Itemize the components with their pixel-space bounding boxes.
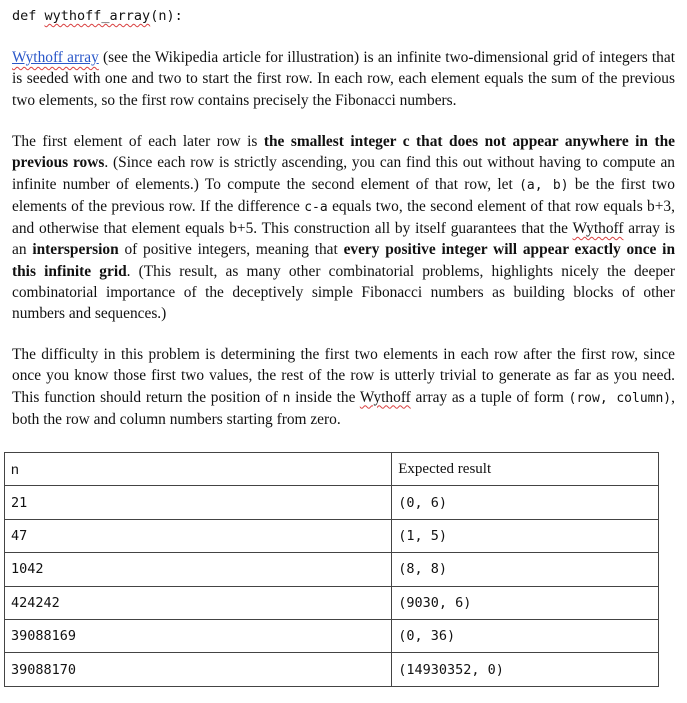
table-row <box>5 653 659 686</box>
construction-code-2: c-a <box>304 199 328 215</box>
wythoff-array-link-label[interactable]: Wythoff array <box>12 49 99 66</box>
construction-text-1: The first element of each later row is <box>12 133 264 150</box>
construction-text-2: . (Since each row is strictly ascending, you can find this out without having to compute an infinite number of elements.) To compute the second element of that row, let <box>12 154 675 193</box>
cell-n: 39088170 <box>5 653 392 686</box>
cell-n: 21 <box>5 486 392 519</box>
cell-result: (14930352, 0) <box>392 653 659 686</box>
cell-n: 1042 <box>5 553 392 586</box>
construction-text-5: array is an <box>12 220 675 259</box>
cell-result: (0, 36) <box>392 619 659 652</box>
cell-n: 424242 <box>5 586 392 619</box>
difficulty-wythoff-word: Wythoff <box>359 388 411 406</box>
construction-text-4: equals two, the second element of that row equals b+3, and otherwise that element equals b+5. This construction all by itself guarantees that the <box>12 197 675 238</box>
table-row <box>5 619 659 652</box>
cell-result: (8, 8) <box>392 553 659 586</box>
table-row <box>5 486 659 519</box>
difficulty-code-2: (row, column) <box>568 390 672 406</box>
construction-text-3: be the first two elements of the previous row. If the difference <box>12 175 675 215</box>
construction-bold-3: every positive integer will appear exactly once in this infinite grid <box>12 241 675 280</box>
def-keyword: def <box>12 8 45 24</box>
construction-bold-1: the smallest integer c that does not appear anywhere in the previous rows <box>12 133 675 172</box>
construction-text-7: . (This result, as many other combinatorial problems, highlights nicely the deeper combinatorial importance of the deceptively simple Fibonacci numbers as building blocks of other numbers and sequences.) <box>12 262 675 323</box>
table-row <box>5 553 659 586</box>
table-row <box>5 586 659 619</box>
difficulty-text-1: The difficulty in this problem is determining the first two elements in each row after the first row, since once you know those first two values, the rest of the row is utterly trivial to generate as far as you need. This function should return the position of <box>12 346 675 406</box>
header-n: n <box>5 453 392 486</box>
cell-n: 39088169 <box>5 619 392 652</box>
difficulty-text-3: array as a tuple of form <box>410 388 569 406</box>
difficulty-text-4: , both the row and column numbers starting from zero. <box>12 388 675 428</box>
function-signature <box>12 6 183 26</box>
intro-paragraph <box>12 47 675 111</box>
intro-text: (see the Wikipedia article for illustration) is an infinite two-dimensional grid of integers that is seeded with one and two to start the first row. In each row, each element equals the sum of the previous two elements, so the first row contains precisely the Fibonacci numbers. <box>12 49 675 109</box>
difficulty-text-2: inside the <box>290 388 360 406</box>
cell-result: (9030, 6) <box>392 586 659 619</box>
expected-results-table <box>4 452 659 687</box>
construction-paragraph <box>12 131 675 325</box>
difficulty-paragraph <box>12 344 675 430</box>
construction-text-6: of positive integers, meaning that <box>118 241 344 259</box>
function-params: (n): <box>150 8 183 24</box>
construction-wythoff-word: Wythoff <box>572 220 624 238</box>
header-expected-result: Expected result <box>392 453 659 486</box>
table-header-row <box>5 453 659 486</box>
construction-code-1: (a, b) <box>519 177 569 193</box>
wythoff-array-link[interactable] <box>12 49 99 66</box>
difficulty-code-1: n <box>282 390 291 406</box>
table-row <box>5 519 659 552</box>
cell-result: (0, 6) <box>392 486 659 519</box>
cell-result: (1, 5) <box>392 519 659 552</box>
function-name: wythoff_array <box>44 8 151 24</box>
construction-bold-2: interspersion <box>32 241 119 259</box>
cell-n: 47 <box>5 519 392 552</box>
